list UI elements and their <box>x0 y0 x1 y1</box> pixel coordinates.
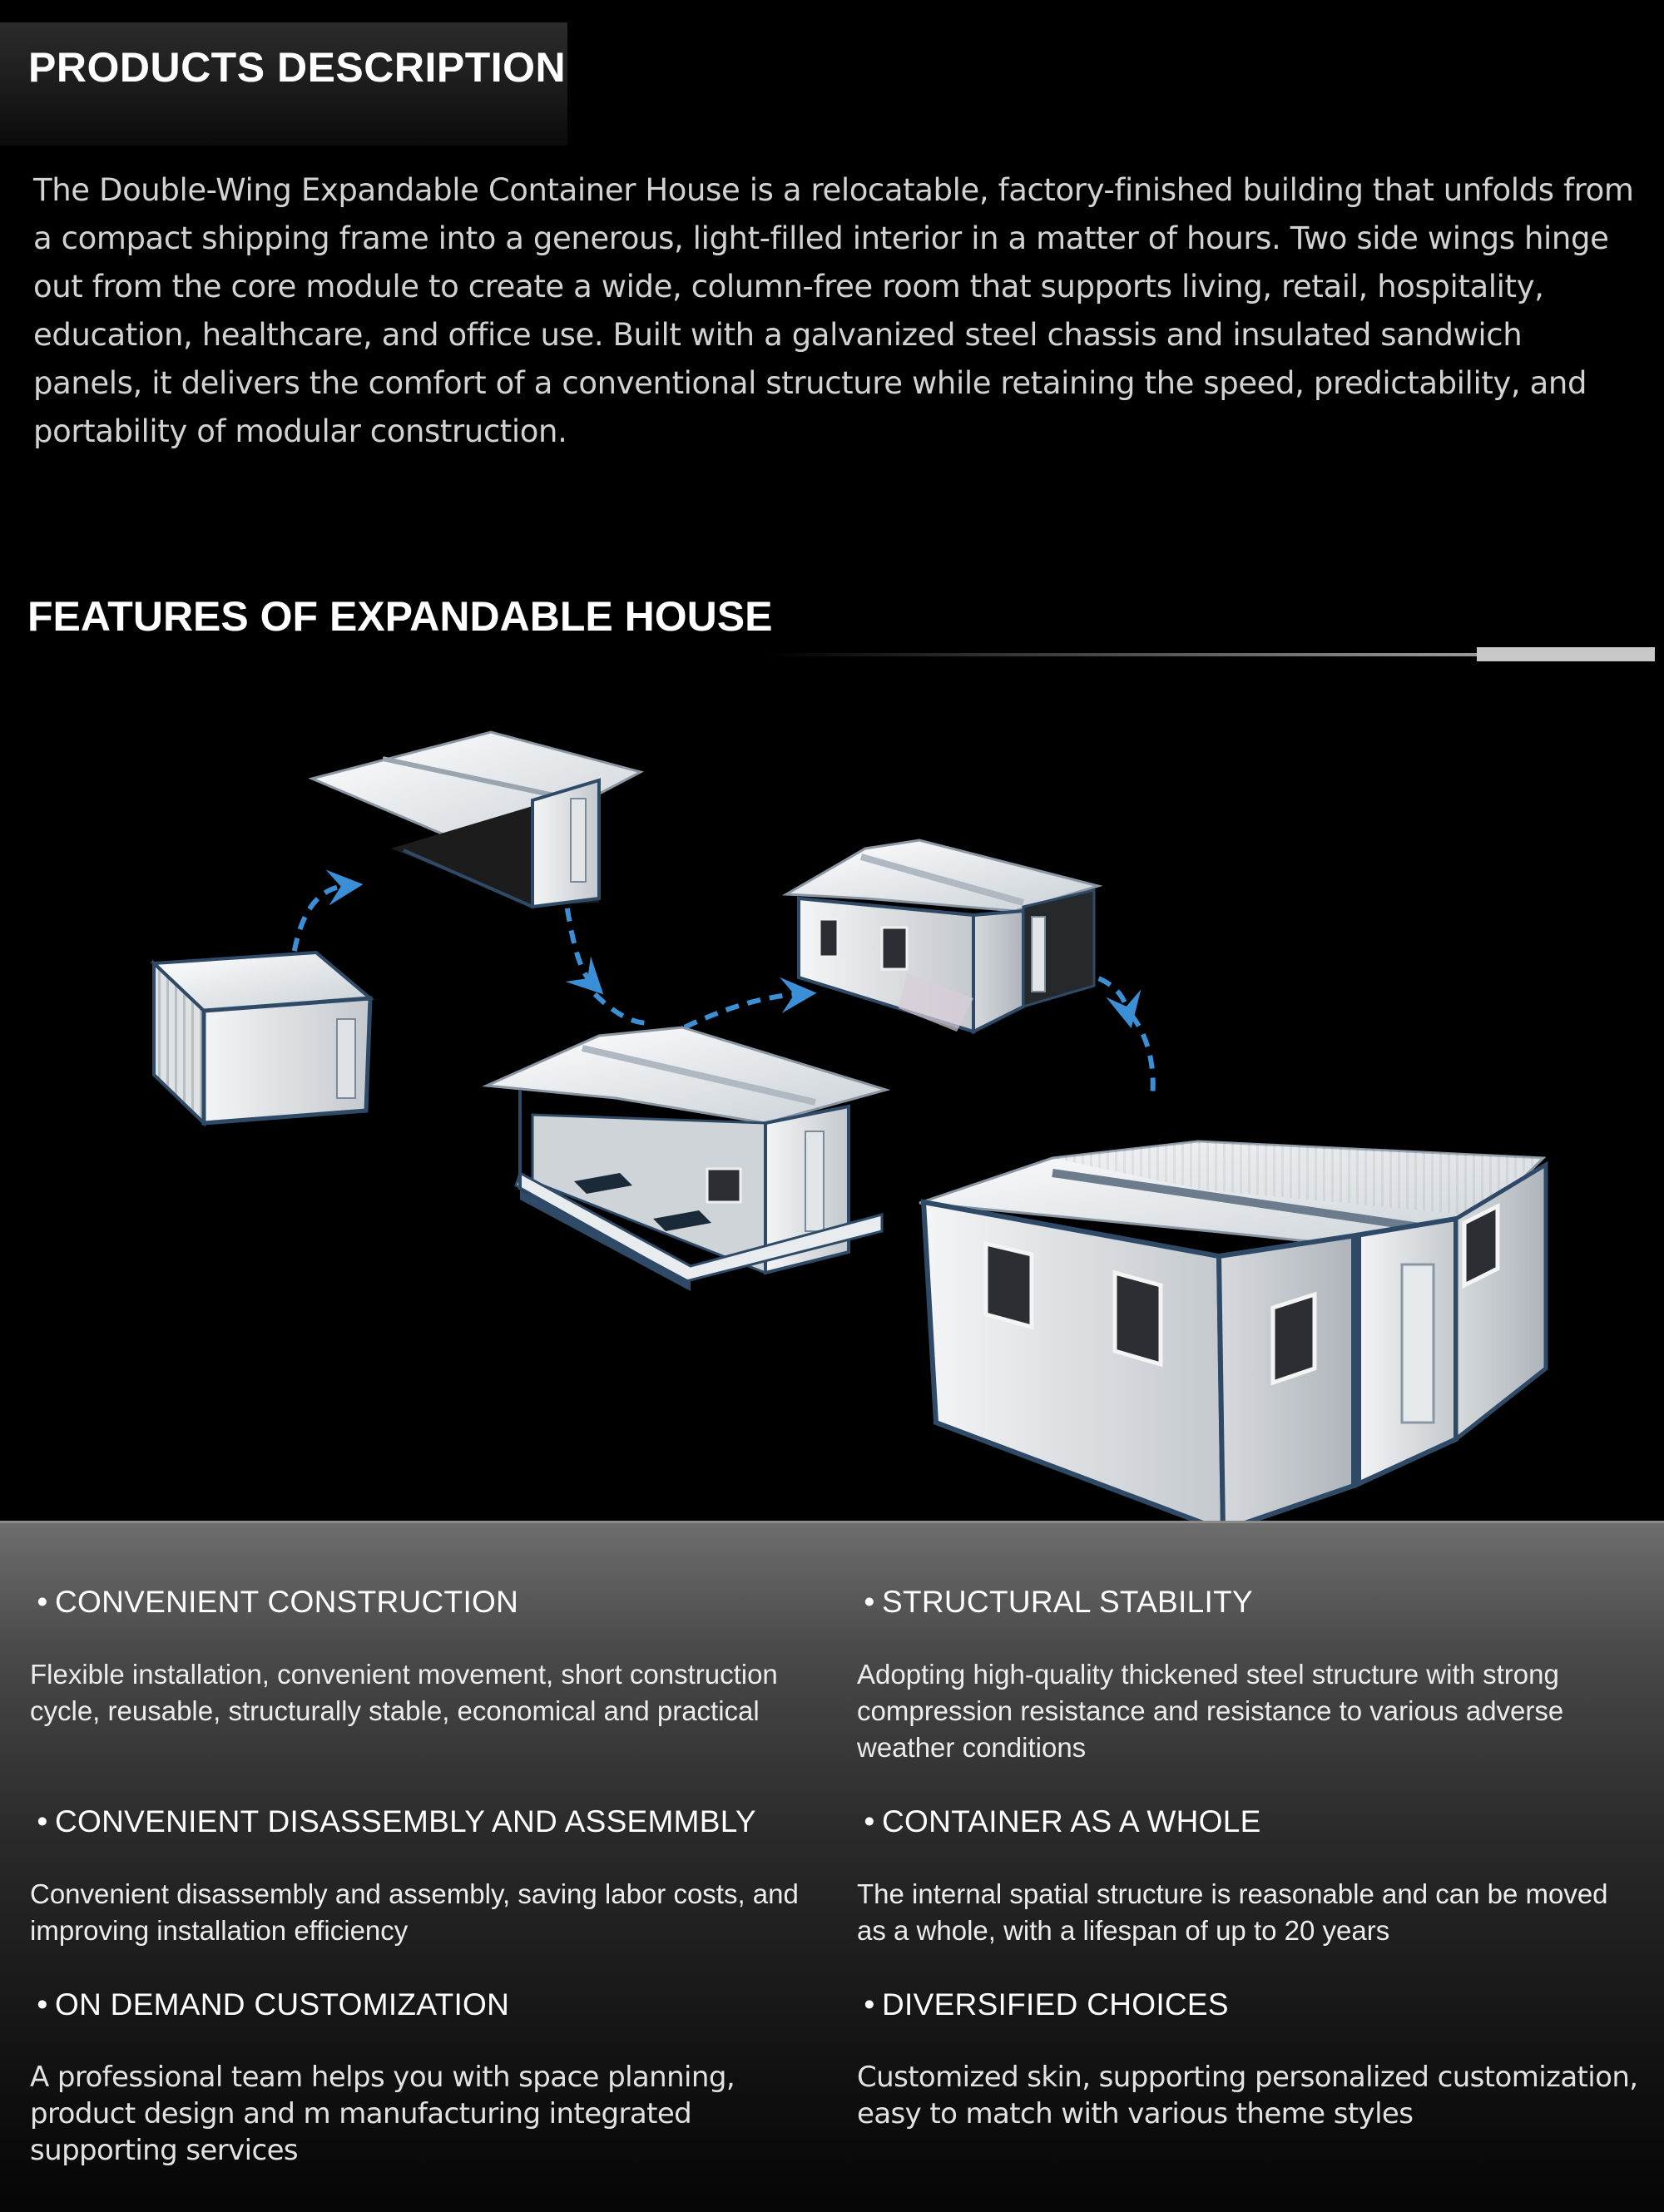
bullet: • <box>864 1987 875 2021</box>
feature-description: Flexible installation, convenient movement, short construction cycle, reusable, structurally stable, economical and practical <box>30 1659 778 1726</box>
features-heading: FEATURES OF EXPANDABLE HOUSE <box>27 593 773 640</box>
bullet: • <box>864 1804 875 1838</box>
bullet: • <box>37 1987 48 2021</box>
feature-title: • STRUCTURAL STABILITY <box>857 1585 1639 1620</box>
feature-title: • CONVENIENT DISASSEMBLY AND ASSEMMBLY <box>30 1804 812 1839</box>
feature-title: • CONTAINER AS A WHOLE <box>857 1804 1639 1839</box>
feature-title: • ON DEMAND CUSTOMIZATION <box>30 1987 812 2022</box>
feature-container-whole <box>857 1804 1639 1949</box>
heading-divider <box>765 653 1477 656</box>
finished-house-illustration <box>919 1141 1546 1522</box>
feature-description: Customized skin, supporting personalized customization, easy to match with various theme styles <box>857 2061 1638 2130</box>
product-intro-text: The Double-Wing Expandable Container House is a relocatable, factory-finished building that unfolds from a compact shipping frame into a generous, light-filled interior in a matter of hours. Two side wings hinge out from the core module to create a wide, column-free room that supports living, retail, hospitality, education, healthcare, and office use. Built with a galvanized steel chassis and insulated sandwich panels, it delivers the comfort of a conventional structure while retaining the speed, predictability, and portability of modular construction. <box>33 172 1634 449</box>
bullet: • <box>864 1585 875 1619</box>
expansion-process-illustration <box>0 699 1664 1522</box>
feature-description: A professional team helps you with space planning, product design and m manufacturing integrated supporting services <box>30 2061 735 2167</box>
folding-container-illustration <box>312 732 641 907</box>
feature-title: • CONVENIENT CONSTRUCTION <box>30 1585 812 1620</box>
closed-container-illustration <box>154 953 370 1123</box>
feature-description: Convenient disassembly and assembly, saving labor costs, and improving installation efficiency <box>30 1878 799 1946</box>
feature-structural-stability <box>857 1585 1639 1766</box>
page-title: PRODUCTS DESCRIPTION <box>28 44 567 91</box>
feature-description: The internal spatial structure is reasonable and can be moved as a whole, with a lifespan of up to 20 years <box>857 1878 1608 1946</box>
feature-convenient-construction <box>30 1585 812 1730</box>
feature-description: Adopting high-quality thickened steel structure with strong compression resistance and resistance to various adverse weather conditions <box>857 1659 1564 1763</box>
heading-divider-accent <box>1477 647 1655 661</box>
feature-title: • DIVERSIFIED CHOICES <box>857 1987 1639 2022</box>
bullet: • <box>37 1804 48 1838</box>
bullet: • <box>37 1585 48 1619</box>
feature-disassembly-assembly <box>30 1804 812 1949</box>
open-wings-illustration <box>487 1027 886 1291</box>
feature-diversified-choices <box>857 1987 1639 2132</box>
feature-on-demand-customization <box>30 1987 812 2169</box>
expanded-frame-illustration <box>786 840 1098 1032</box>
